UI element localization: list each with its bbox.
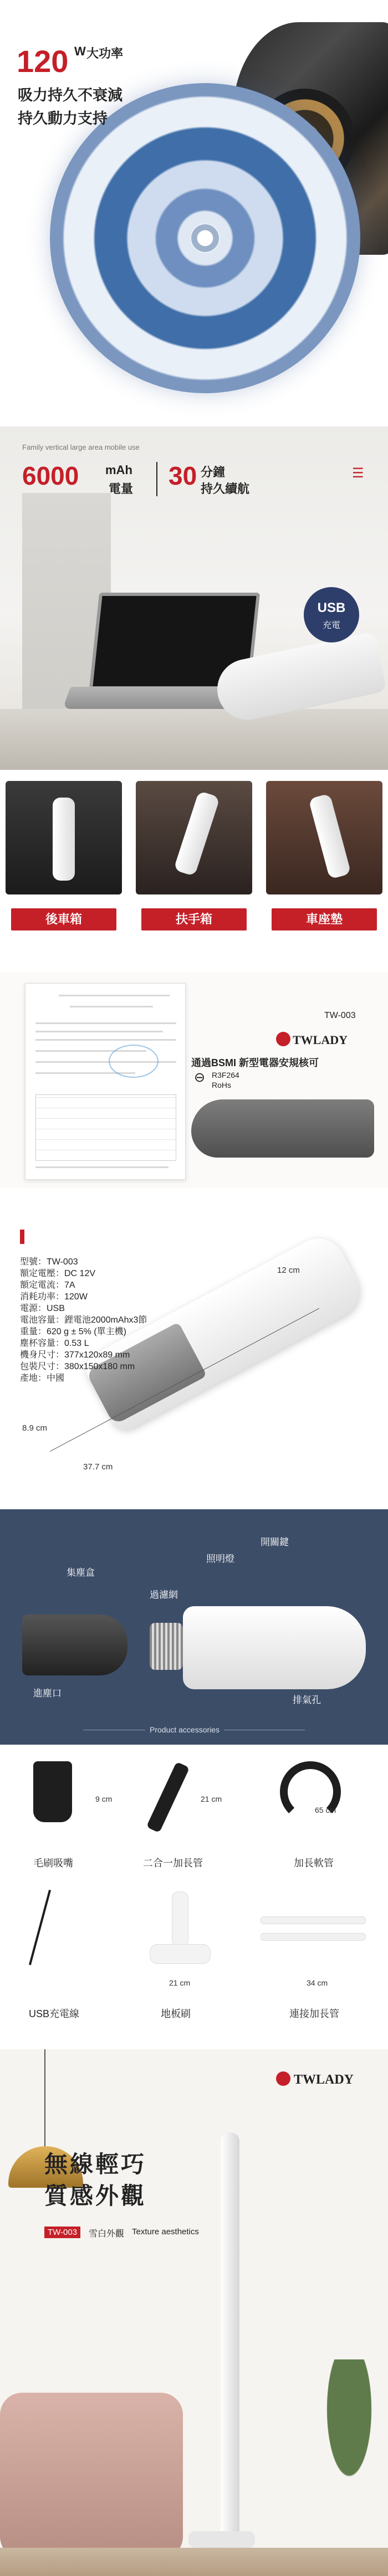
filter-image — [150, 1623, 183, 1670]
cert-brand: TWLADY — [293, 1033, 348, 1047]
spec-item: 電源：USB — [20, 1304, 65, 1313]
spec-item: 額定電流：7A — [20, 1281, 75, 1290]
spec-item: 型號：TW-003 — [20, 1257, 78, 1267]
accessory-label: 地板刷 — [161, 2008, 191, 2019]
lifestyle-subtitle-cn: 雪白外觀 — [89, 2229, 125, 2239]
spec-item: 產地：中國 — [20, 1374, 65, 1383]
usb-charging-badge — [304, 587, 359, 642]
label-filter: 過濾網 — [150, 1590, 178, 1600]
fan-hub — [191, 224, 219, 252]
model-tag: TW-003 — [44, 2227, 80, 2238]
lifestyle-section — [0, 2049, 388, 2576]
accessory-length: 21 cm — [169, 1978, 191, 1987]
spec-item: 電池容量：鋰電池2000mAhx3節 — [20, 1315, 147, 1325]
product-side-image — [191, 1099, 374, 1158]
lifestyle-title-1: 無線輕巧 — [44, 2151, 147, 2177]
usage-tag-seat: 車座墊 — [272, 908, 377, 930]
spec-item: 塵杯容量：0.53 L — [20, 1339, 89, 1348]
bsmi-certificate-image — [25, 983, 186, 1180]
hero-line-1: 吸力持久不衰減 — [18, 87, 122, 104]
usage-tag-trunk: 後車箱 — [11, 908, 116, 930]
usb-cable-image — [29, 1890, 51, 1965]
dimension-width: 12 cm — [277, 1266, 300, 1275]
cert-model: TW-003 — [324, 1011, 356, 1020]
accessories-title: Product accessories — [145, 1725, 224, 1734]
accessory-length: 34 cm — [307, 1978, 328, 1987]
cert-rohs: RoHs — [212, 1081, 232, 1089]
power-unit: W — [74, 44, 86, 58]
lifestyle-title-2: 質感外觀 — [44, 2183, 147, 2209]
usb-badge-sub: 充電 — [322, 621, 340, 630]
lifestyle-brand: TWLADY — [294, 2073, 354, 2087]
dust-cup — [85, 1322, 207, 1425]
brush-nozzle-image — [33, 1761, 72, 1822]
plant-image — [310, 2359, 388, 2526]
spec-item: 額定電壓：DC 12V — [20, 1269, 96, 1278]
accessory-length: 9 cm — [95, 1795, 113, 1803]
floor-brush-image — [172, 1891, 188, 1947]
table-surface — [0, 709, 388, 770]
vacuum-image — [53, 798, 75, 881]
extension-tube-image — [261, 1933, 366, 1941]
certificate-stamp — [109, 1045, 159, 1078]
power-label: 大功率 — [86, 47, 124, 60]
hero-line-2: 持久動力支持 — [18, 110, 108, 127]
runtime-label: 持久續航 — [201, 482, 250, 496]
dimension-height: 8.9 cm — [22, 1423, 48, 1433]
label-exhaust: 排氣孔 — [293, 1695, 321, 1705]
spec-item: 機身尺寸：377x120x89 mm — [20, 1350, 130, 1360]
usage-photo-seat — [266, 781, 382, 894]
brand-logo-icon — [276, 2071, 290, 2086]
floor-brush-head — [150, 1944, 211, 1964]
specs-section — [0, 1207, 388, 1501]
stat-divider — [156, 462, 157, 496]
usage-photo-armrest — [136, 781, 252, 894]
brand-logo-icon — [276, 1032, 290, 1046]
usage-section — [0, 781, 388, 936]
cert-headline: 通過BSMI 新型電器安規核可 — [191, 1057, 319, 1068]
usage-tag-armrest: 扶手箱 — [141, 908, 247, 930]
label-inlet: 進塵口 — [33, 1688, 62, 1699]
floor — [0, 2548, 388, 2576]
spec-accent-bar — [20, 1230, 24, 1244]
stick-vacuum-head — [188, 2531, 255, 2548]
certification-section — [0, 972, 388, 1188]
runtime-value: 30 — [169, 461, 197, 490]
label-switch: 開關鍵 — [261, 1537, 289, 1547]
usage-photo-trunk — [6, 781, 122, 894]
two-in-one-tube-image — [146, 1762, 190, 1833]
sofa-image — [0, 2393, 183, 2559]
stick-vacuum-image — [221, 2132, 239, 2542]
battery-tagline: Family vertical large area mobile use — [22, 443, 140, 451]
vacuum-image — [308, 793, 351, 879]
label-dust-box: 集塵盒 — [67, 1567, 95, 1578]
dust-box-image — [22, 1615, 127, 1675]
usb-badge-title: USB — [317, 600, 346, 615]
accessory-label: 二合一加長管 — [143, 1858, 203, 1869]
accessory-label: 連接加長管 — [289, 2008, 339, 2019]
capacity-label: 電量 — [109, 482, 134, 496]
capacity-value: 6000 — [22, 461, 79, 490]
spec-item: 消耗功率：120W — [20, 1292, 88, 1302]
runtime-unit: 分鐘 — [201, 465, 226, 479]
accessory-length: 65 cm — [315, 1806, 336, 1814]
power-value: 120 — [17, 44, 69, 79]
main-body-image — [183, 1606, 366, 1689]
vacuum-image — [173, 790, 220, 876]
accessory-length: 21 cm — [201, 1795, 222, 1803]
capacity-unit: mAh — [105, 463, 132, 477]
certificate-table — [35, 1094, 176, 1161]
power-hero-section — [0, 0, 388, 421]
lifestyle-subtitle-en: Texture aesthetics — [132, 2227, 199, 2236]
cert-code: R3F264 — [212, 1071, 239, 1079]
accessory-label: 加長軟管 — [294, 1858, 334, 1869]
spec-item: 重量：620 g ± 5% (單主機) — [20, 1327, 126, 1336]
accessories-section — [0, 1750, 388, 2033]
extension-tube-image — [261, 1916, 366, 1924]
accessory-label: USB充電線 — [29, 2008, 80, 2019]
dimension-length: 37.7 cm — [83, 1462, 113, 1472]
bsmi-mark-icon: ⊖ — [194, 1070, 206, 1085]
pendant-lamp-cord — [44, 2049, 45, 2149]
components-section — [0, 1509, 388, 1745]
accessory-label: 毛刷吸嘴 — [33, 1858, 73, 1869]
hamburger-icon: ☰ — [352, 466, 364, 481]
label-light: 照明燈 — [206, 1554, 234, 1564]
spec-item: 包裝尺寸：380x150x180 mm — [20, 1362, 135, 1371]
